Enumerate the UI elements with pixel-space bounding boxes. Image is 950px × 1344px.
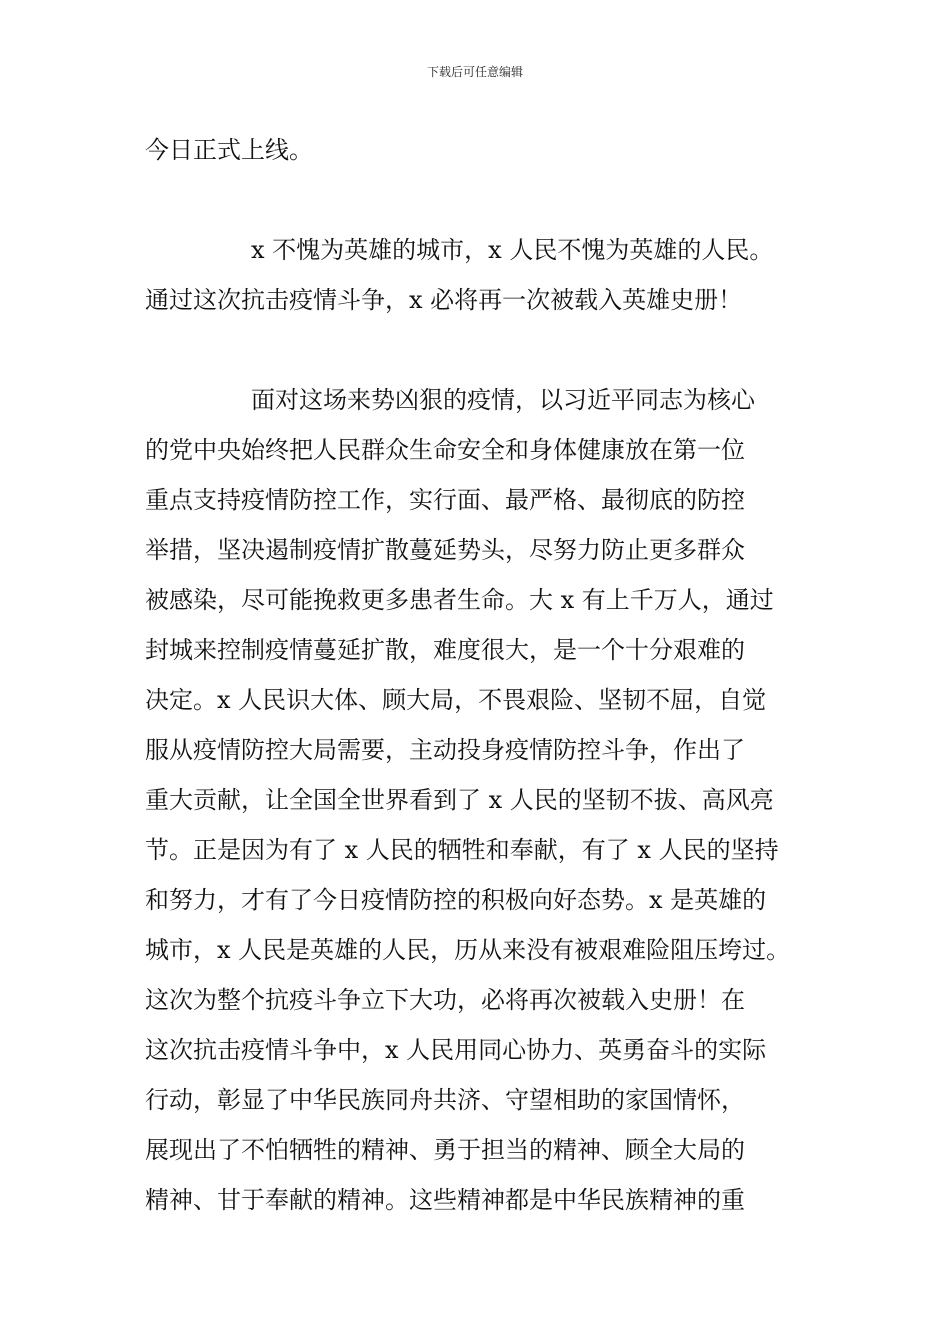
text-line: 城市，x 人民是英雄的人民，历从来没有被艰难险阻压垮过。 bbox=[145, 936, 791, 964]
text-line: 封城来控制疫情蔓延扩散，难度很大，是一个十分艰难的 bbox=[145, 636, 745, 664]
text-line: 的党中央始终把人民群众生命安全和身体健康放在第一位 bbox=[145, 436, 745, 464]
text-line: x 不愧为英雄的城市，x 人民不愧为英雄的人民。 bbox=[251, 236, 774, 264]
text-line: 通过这次抗击疫情斗争，x 必将再一次被载入英雄史册！ bbox=[145, 286, 743, 314]
page-header: 下载后可任意编辑 bbox=[426, 65, 523, 79]
text-line: 重大贡献，让全国全世界看到了 x 人民的坚韧不拔、高风亮 bbox=[145, 786, 774, 814]
text-line: 决定。x 人民识大体、顾大局，不畏艰险、坚韧不屈，自觉 bbox=[145, 686, 767, 714]
text-line: 今日正式上线。 bbox=[145, 136, 313, 164]
text-line: 和努力，才有了今日疫情防控的积极向好态势。x 是英雄的 bbox=[145, 886, 767, 914]
text-line: 展现出了不怕牺牲的精神、勇于担当的精神、顾全大局的 bbox=[145, 1136, 745, 1164]
text-line: 这次抗击疫情斗争中，x 人民用同心协力、英勇奋斗的实际 bbox=[145, 1036, 767, 1064]
text-line: 面对这场来势凶狠的疫情，以习近平同志为核心 bbox=[251, 386, 755, 414]
text-line: 服从疫情防控大局需要，主动投身疫情防控斗争，作出了 bbox=[145, 736, 745, 764]
text-line: 精神、甘于奉献的精神。这些精神都是中华民族精神的重 bbox=[145, 1186, 745, 1214]
text-line: 节。正是因为有了 x 人民的牺牲和奉献，有了 x 人民的坚持 bbox=[145, 836, 779, 864]
text-line: 举措，坚决遏制疫情扩散蔓延势头，尽努力防止更多群众 bbox=[145, 536, 745, 564]
text-line: 这次为整个抗疫斗争立下大功，必将再次被载入史册！在 bbox=[145, 986, 745, 1014]
text-line: 被感染，尽可能挽救更多患者生命。大 x 有上千万人，通过 bbox=[145, 586, 774, 614]
text-line: 重点支持疫情防控工作，实行面、最严格、最彻底的防控 bbox=[145, 486, 745, 514]
text-line: 行动，彰显了中华民族同舟共济、守望相助的家国情怀， bbox=[145, 1086, 745, 1114]
